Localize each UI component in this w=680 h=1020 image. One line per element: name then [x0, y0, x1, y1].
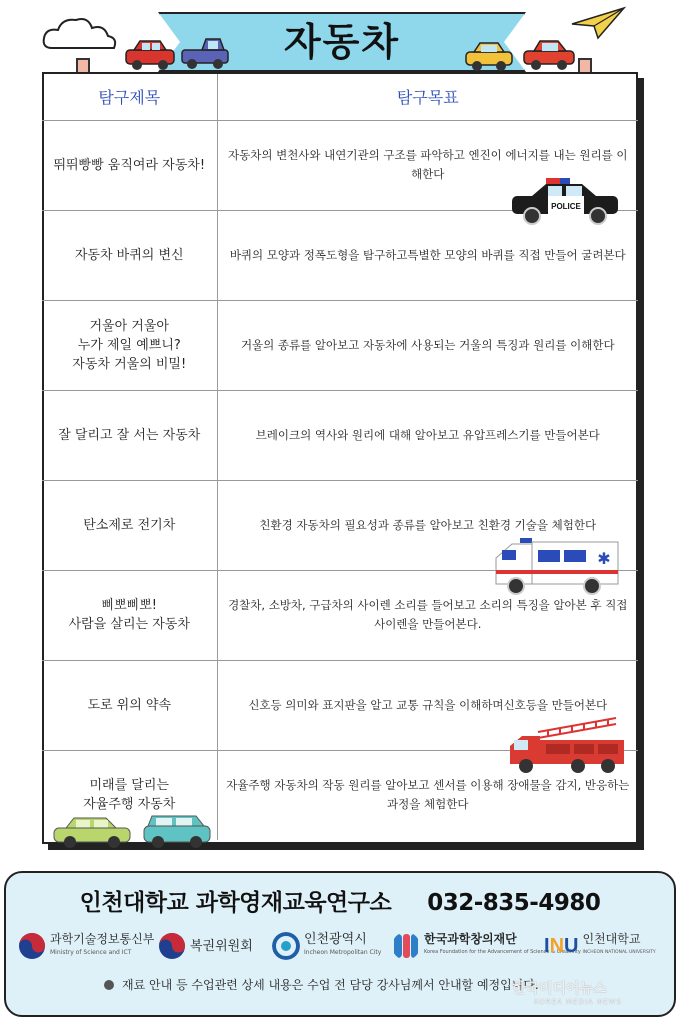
bullet-icon	[104, 980, 114, 990]
watermark	[512, 978, 622, 1006]
topic-cell: 뛰뛰빵빵 움직여라 자동차!	[42, 120, 217, 210]
goal-cell: 바퀴의 모양과 정폭도형을 탐구하고특별한 모양의 바퀴를 직접 만들어 굴려본다	[217, 210, 638, 300]
watermark-subtext: KOREA MEDIA NEWS	[534, 998, 622, 1006]
goal-cell: 신호등 의미와 표지판을 알고 교통 규칙을 이해하며신호등을 만들어본다	[217, 660, 638, 750]
goal-cell: 자동차의 변천사와 내연기관의 구조를 파악하고 엔진이 에너지를 내는 원리를 이해한다	[217, 120, 638, 210]
table-row	[42, 390, 638, 480]
goal-cell: 거울의 종류를 알아보고 자동차에 사용되는 거울의 특징과 원리를 이해한다	[217, 300, 638, 390]
blue-truck-icon	[180, 36, 230, 72]
logo-subtext: Ministry of Science and ICT	[50, 949, 132, 956]
ambulance-icon	[492, 536, 620, 598]
police-label: POLICE	[551, 202, 581, 211]
green-car-icon	[52, 814, 132, 850]
topic-cell: 미래를 달리는 자율주행 자동차	[42, 750, 217, 840]
col-header-topic: 탐구제목	[42, 74, 217, 120]
logo-subtext: Korea Foundation for the Advancement of Science & Creativity	[424, 949, 581, 955]
logo-subtext: INCHEON NATIONAL UNIVERSITY	[582, 950, 656, 955]
watermark-text: 한국미디어뉴스	[512, 981, 607, 997]
logo-text: 복권위원회	[190, 938, 253, 954]
logo-lottery	[158, 928, 253, 964]
paper-plane-icon	[568, 4, 628, 44]
goal-cell: 경찰차, 소방차, 구급차의 사이렌 소리를 들어보고 소리의 특징을 알아본 후 직접 사이렌을 만들어본다.	[217, 570, 638, 660]
taegeuk-icon	[158, 932, 186, 960]
logo-msit	[18, 928, 154, 964]
footer-notice	[104, 976, 539, 993]
org-name: 인천대학교 과학영재교육연구소	[79, 890, 392, 916]
police-car-icon	[510, 178, 622, 226]
topic-cell: 도로 위의 약속	[42, 660, 217, 750]
logo-incheon-city	[272, 928, 381, 964]
sponsor-logos	[18, 928, 668, 964]
table-row	[42, 300, 638, 390]
topic-cell: 자동차 바퀴의 변신	[42, 210, 217, 300]
logo-text: 한국과학창의재단	[424, 932, 517, 946]
goal-cell: 자율주행 자동차의 작동 원리를 알아보고 센서를 이용해 장애물을 감지, 반응하는 과정을 체험한다	[217, 750, 638, 840]
phone-number: 032-835-4980	[427, 890, 601, 916]
svg-text:✱: ✱	[597, 549, 611, 568]
taegeuk-icon	[18, 932, 46, 960]
teal-car-icon	[142, 812, 212, 850]
topic-cell: 잘 달리고 잘 서는 자동차	[42, 390, 217, 480]
footer-title	[0, 884, 680, 917]
incheon-city-icon	[272, 932, 300, 960]
logo-inu	[544, 928, 656, 964]
goal-cell: 친환경 자동차의 필요성과 종류를 알아보고 친환경 기술을 체험한다	[217, 480, 638, 570]
notice-text: 재료 안내 등 수업관련 상세 내용은 수업 전 담당 강사님께서 안내할 예정입니다.	[122, 978, 539, 992]
table-header-row	[42, 74, 638, 120]
cloud-icon	[40, 14, 120, 54]
logo-text: 인천대학교	[582, 932, 641, 946]
topic-cell: 거울아 거울아 누가 제일 예쁘니? 자동차 거울의 비밀!	[42, 300, 217, 390]
goal-cell: 브레이크의 역사와 원리에 대해 알아보고 유압프레스기를 만들어본다	[217, 390, 638, 480]
red-car-icon	[124, 38, 176, 72]
col-header-goal: 탐구목표	[217, 74, 638, 120]
logo-subtext: Incheon Metropolitan City	[304, 949, 382, 956]
fire-truck-icon	[508, 716, 626, 776]
topic-cell: 탄소제로 전기차	[42, 480, 217, 570]
kofac-icon	[392, 932, 420, 960]
yellow-car-icon	[464, 40, 514, 72]
logo-text: 과학기술정보통신부	[50, 932, 155, 946]
logo-text: 인천광역시	[304, 932, 367, 947]
inu-mark-icon: INU	[544, 934, 579, 957]
topic-cell: 삐뽀삐뽀! 사람을 살리는 자동차	[42, 570, 217, 660]
page-title: 자동차	[283, 20, 401, 64]
